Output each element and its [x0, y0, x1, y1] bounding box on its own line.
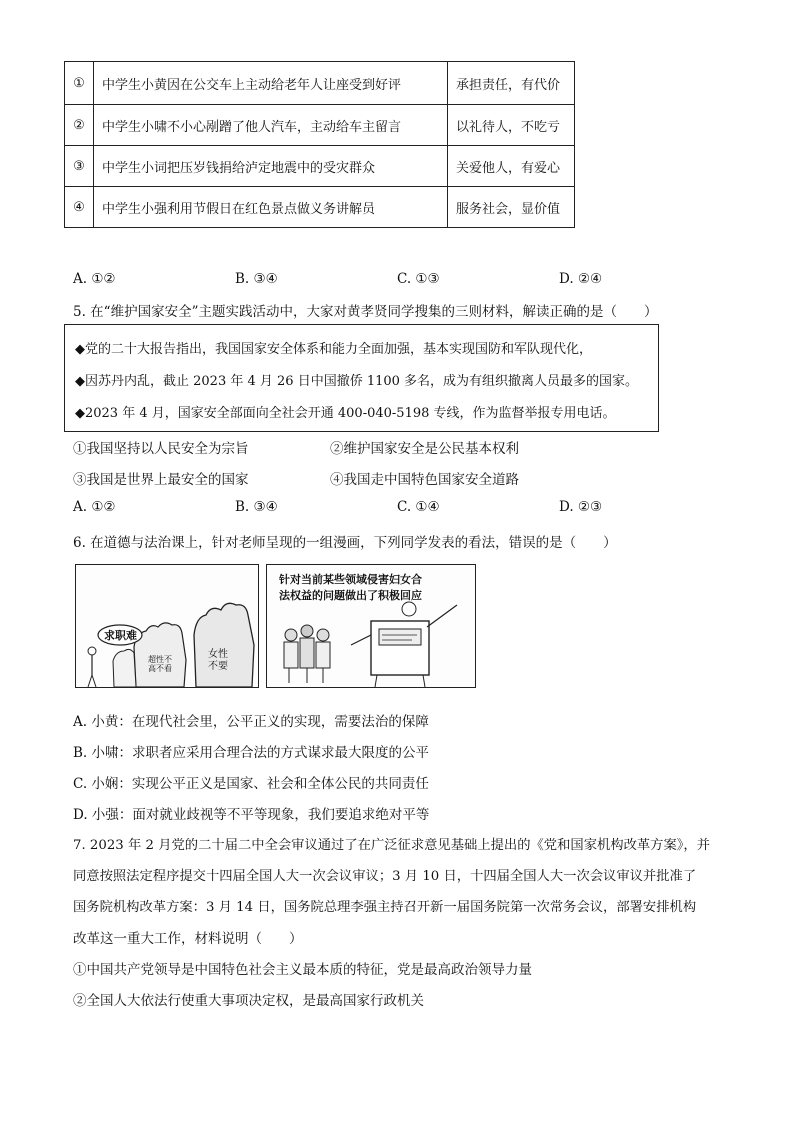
q5-material-2: ◆因苏丹内乱，截止 2023 年 4 月 26 日中国撤侨 1100 多名，成为有组织撤离人员最多的国家。	[75, 374, 639, 389]
q6-option-a[interactable]: A. 小黄：在现代社会里，公平正义的实现，需要法治的保障	[73, 714, 429, 730]
row-number: ④	[65, 187, 94, 228]
q5-choice-b[interactable]: B. ③④	[235, 499, 278, 515]
table-row	[65, 62, 575, 105]
row-number: ①	[65, 62, 94, 105]
q5-material-3: ◆2023 年 4 月，国家安全部面向全社会开通 400-040-5198 专线，作为监督举报专用电话。	[75, 406, 616, 421]
q5-choice-c[interactable]: C. ①④	[397, 499, 440, 515]
q5-material-1: ◆党的二十大报告指出，我国国家安全体系和能力全面加强，基本实现国防和军队现代化，	[75, 342, 592, 357]
q5-statement-3: ③我国是世界上最安全的国家	[73, 472, 249, 488]
cartoon-left-bubble: 求职难	[104, 629, 137, 642]
q7-stem-line-1: 7. 2023 年 2 月党的二十届二中全会审议通过了在广泛征求意见基础上提出的《党和国家机构改革方案》，并	[73, 838, 711, 853]
q4-options-table	[64, 61, 575, 228]
table-row	[65, 187, 575, 228]
row-tag: 服务社会，显价值	[448, 187, 575, 228]
q6-option-d[interactable]: D. 小强：面对就业歧视等不平等现象，我们要追求绝对平等	[73, 807, 430, 823]
table-row	[65, 105, 575, 146]
q7-stem-line-4: 改革这一重大工作，材料说明（ ）	[73, 931, 303, 947]
q7-statement-2: ②全国人大依法行使重大事项决定权，是最高国家行政机关	[73, 993, 424, 1009]
q7-statement-1: ①中国共产党领导是中国特色社会主义最本质的特征，党是最高政治领导力量	[73, 962, 532, 978]
q4-choice-a[interactable]: A. ①②	[73, 271, 116, 287]
q5-materials-box	[64, 324, 659, 432]
cartoon-right-caption-2: 法权益的问题做出了积极回应	[279, 589, 422, 602]
row-tag: 关爱他人，有爱心	[448, 146, 575, 187]
cartoon-left	[75, 564, 259, 688]
row-number: ③	[65, 146, 94, 187]
q4-choice-c[interactable]: C. ①③	[397, 271, 440, 287]
row-tag: 以礼待人，不吃亏	[448, 105, 575, 146]
cartoon-left-hand-text-small: 超性不高不看	[148, 655, 172, 673]
q6-stem: 6. 在道德与法治课上，针对老师呈现的一组漫画，下列同学发表的看法，错误的是（ ）	[73, 535, 617, 551]
q5-choice-d[interactable]: D. ②③	[559, 499, 603, 515]
q6-option-c[interactable]: C. 小娴：实现公平正义是国家、社会和全体公民的共同责任	[73, 776, 429, 792]
cartoon-right-caption-1: 针对当前某些领域侵害妇女合	[279, 573, 422, 586]
row-number: ②	[65, 105, 94, 146]
q5-statement-4: ④我国走中国特色国家安全道路	[330, 472, 519, 488]
row-description: 中学生小强利用节假日在红色景点做义务讲解员	[94, 187, 448, 228]
row-description: 中学生小黄因在公交车上主动给老年人让座受到好评	[94, 62, 448, 105]
row-description: 中学生小啸不小心剐蹭了他人汽车，主动给车主留言	[94, 105, 448, 146]
q6-option-b[interactable]: B. 小啸：求职者应采用合理合法的方式谋求最大限度的公平	[73, 745, 430, 761]
row-description: 中学生小词把压岁钱捐给泸定地震中的受灾群众	[94, 146, 448, 187]
cartoon-right	[266, 564, 476, 688]
q5-stem: 5. 在“维护国家安全”主题实践活动中，大家对黄孝贤同学搜集的三则材料，解读正确的是（ ）	[73, 304, 658, 320]
q5-choice-a[interactable]: A. ①②	[73, 499, 116, 515]
cartoon-right-drawing	[267, 565, 477, 689]
table-row	[65, 146, 575, 187]
q4-choice-d[interactable]: D. ②④	[559, 271, 603, 287]
q5-statement-2: ②维护国家安全是公民基本权利	[330, 441, 519, 457]
row-tag: 承担责任，有代价	[448, 62, 575, 105]
q4-choice-b[interactable]: B. ③④	[235, 271, 278, 287]
q7-stem-line-2: 同意按照法定程序提交十四届全国人大一次会议审议；3 月 10 日，十四届全国人大一次会议审议并批准了	[73, 869, 697, 884]
q5-statement-1: ①我国坚持以人民安全为宗旨	[73, 441, 249, 457]
cartoon-left-hand-text: 女性不要	[208, 649, 228, 672]
q7-stem-line-3: 国务院机构改革方案：3 月 14 日，国务院总理李强主持召开新一届国务院第一次常务会议，部署安排机构	[73, 900, 697, 915]
